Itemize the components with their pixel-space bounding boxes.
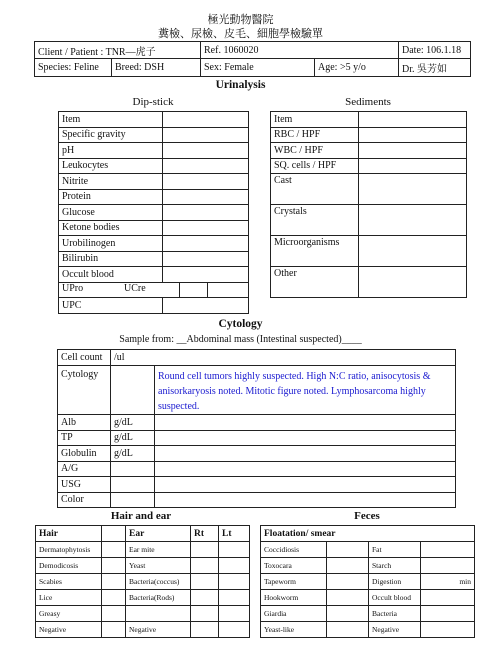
col-lt: Lt (219, 526, 250, 542)
sediment-row: Cast (271, 174, 359, 205)
sediment-row: WBC / HPF (271, 143, 359, 159)
feces-item: Fat (369, 542, 421, 558)
ear-item: Bacteria(Rods) (126, 590, 191, 606)
age: Age: >5 y/o (315, 59, 399, 77)
ear-item: Negative (126, 622, 191, 638)
ear-item: Ear mite (126, 542, 191, 558)
sediment-row: SQ. cells / HPF (271, 158, 359, 174)
dipstick-row: Occult blood (59, 267, 163, 283)
hair-item: Negative (36, 622, 102, 638)
cyto-row-label: A/G (58, 461, 111, 477)
dipstick-row: Item (59, 112, 163, 128)
cytology-label: Cytology (58, 366, 111, 415)
hair-ear-table (35, 525, 250, 638)
upc-label: UPC (59, 298, 163, 314)
dipstick-row: Urobilinogen (59, 236, 163, 252)
sediment-row: Crystals (271, 205, 359, 236)
feces-item: Hookworm (261, 590, 327, 606)
feces-item: Negative (369, 622, 421, 638)
cyto-row-label: Globulin (58, 446, 111, 462)
col-hair: Hair (36, 526, 102, 542)
cyto-row-unit: g/dL (111, 430, 155, 446)
feces-title: Feces (354, 510, 380, 522)
hair-item: Scabies (36, 574, 102, 590)
dipstick-row: Bilirubin (59, 251, 163, 267)
dipstick-table (58, 111, 249, 314)
cytology-table (57, 349, 456, 508)
sediments-title: Sediments (345, 96, 391, 108)
dipstick-row: Glucose (59, 205, 163, 221)
cytology-title: Cytology (218, 318, 263, 330)
digestion-unit: min (421, 574, 475, 590)
dipstick-row: Nitrite (59, 174, 163, 190)
col-rt: Rt (191, 526, 219, 542)
cell-count-label: Cell count (58, 350, 111, 366)
hair-item: Demodicosis (36, 558, 102, 574)
feces-header: Floatation/ smear (261, 526, 475, 542)
cyto-row-unit (111, 492, 155, 508)
dipstick-row: Ketone bodies (59, 220, 163, 236)
dipstick-row: Specific gravity (59, 127, 163, 143)
dipstick-row: Protein (59, 189, 163, 205)
patient-info-table (34, 41, 471, 77)
sediment-row: Other (271, 267, 359, 298)
feces-item: Yeast-like (261, 622, 327, 638)
feces-item: Bacteria (369, 606, 421, 622)
cyto-row-label: TP (58, 430, 111, 446)
cyto-row-label: USG (58, 477, 111, 493)
form-title: 糞檢、尿檢、皮毛、細胞學檢驗單 (158, 28, 323, 40)
feces-item: Digestion (369, 574, 421, 590)
sediments-table (270, 111, 467, 298)
breed: Breed: DSH (112, 59, 201, 77)
client-patient: Client / Patient : TNR—虎子 (35, 42, 201, 59)
feces-item: Giardia (261, 606, 327, 622)
dipstick-row: pH (59, 143, 163, 159)
feces-item: Toxocara (261, 558, 327, 574)
sediment-row: Item (271, 112, 359, 128)
ear-item: Bacteria(coccus) (126, 574, 191, 590)
dipstick-row: Leukocytes (59, 158, 163, 174)
cyto-row-label: Color (58, 492, 111, 508)
dipstick-title: Dip-stick (132, 96, 174, 108)
cytology-findings: Round cell tumors highly suspected. High N:C ratio, anisocytosis & anisorkaryosis noted. Mitotic figure noted. Lymphosarcoma highly suspected. (155, 366, 456, 415)
cyto-row-unit (111, 461, 155, 477)
hair-item: Greasy (36, 606, 102, 622)
species: Species: Feline (35, 59, 112, 77)
col-ear: Ear (126, 526, 191, 542)
date: Date: 106.1.18 (399, 42, 471, 59)
clinic-name: 極光動物醫院 (207, 14, 274, 26)
hair-item: Dermatophytosis (36, 542, 102, 558)
feces-item: Coccidiosis (261, 542, 327, 558)
ref-number: Ref. 1060020 (201, 42, 399, 59)
cyto-row-unit: g/dL (111, 415, 155, 431)
doctor: Dr. 吳芳如 (399, 59, 471, 77)
sex: Sex: Female (201, 59, 315, 77)
sediment-row: RBC / HPF (271, 127, 359, 143)
feces-item: Starch (369, 558, 421, 574)
cyto-row-label: Alb (58, 415, 111, 431)
feces-item: Occult blood (369, 590, 421, 606)
feces-table (260, 525, 475, 638)
cyto-row-unit: g/dL (111, 446, 155, 462)
ucre-label: UCre (124, 282, 146, 294)
hair-ear-title: Hair and ear (110, 510, 172, 522)
urinalysis-title: Urinalysis (215, 79, 266, 91)
ear-item (126, 606, 191, 622)
sample-from: Sample from: __Abdominal mass (Intestinal suspected)____ (119, 334, 362, 345)
sediment-row: Microorganisms (271, 236, 359, 267)
cyto-row-unit (111, 477, 155, 493)
hair-item: Lice (36, 590, 102, 606)
cell-count-unit: /ul (111, 350, 456, 366)
ear-item: Yeast (126, 558, 191, 574)
upro-label: UPro (62, 282, 84, 294)
feces-item: Tapeworm (261, 574, 327, 590)
